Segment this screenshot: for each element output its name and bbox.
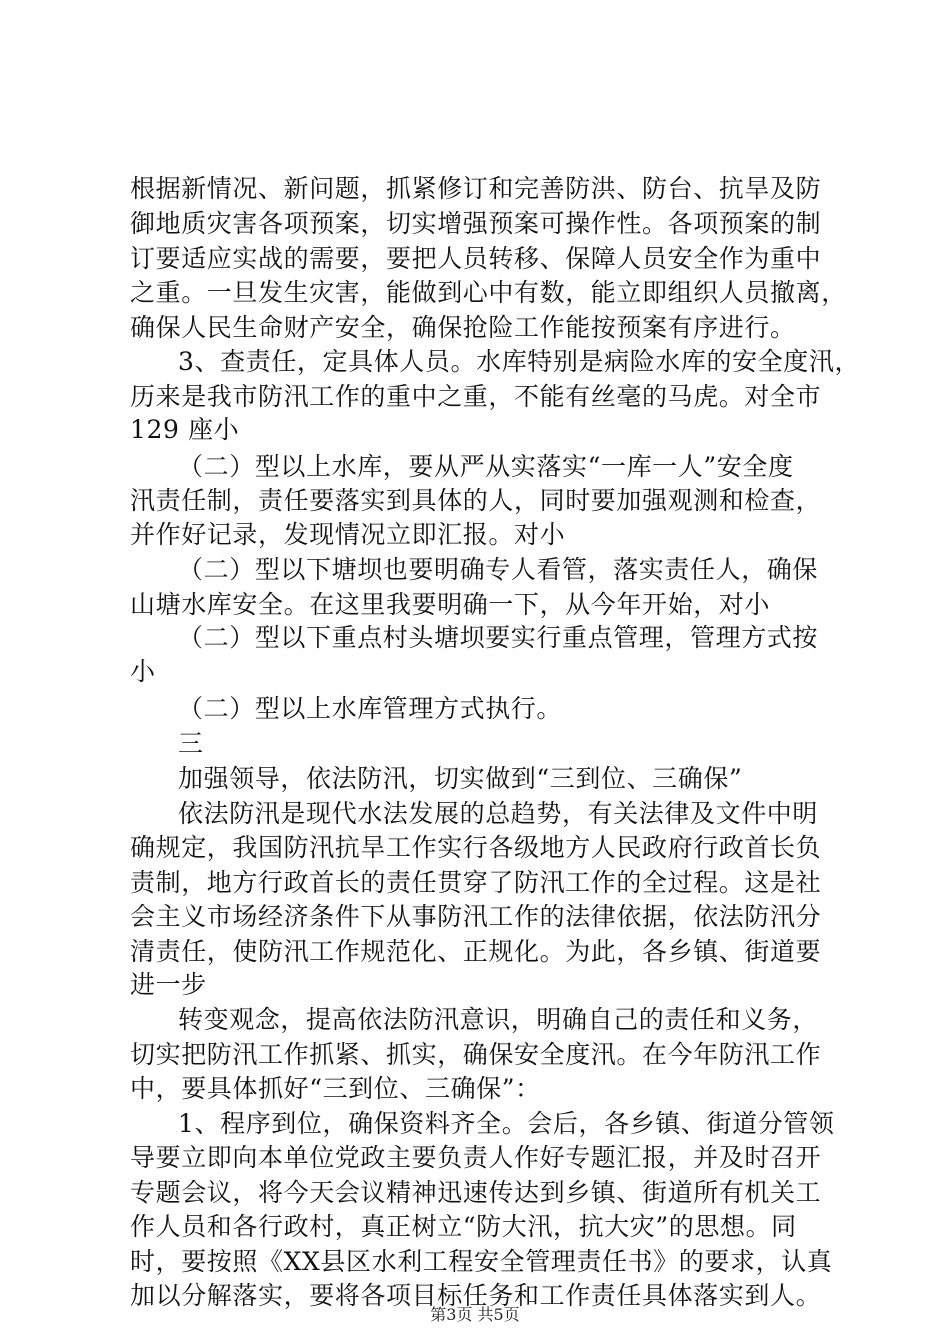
text-line: 确规定，我国防汛抗旱工作实行各级地方人民政府行政首长负 xyxy=(130,833,822,862)
text-line: 时，要按照《XX县区水利工程安全管理责任书》的要求，认真 xyxy=(130,1247,833,1276)
text-line: （二）型以下塘坝也要明确专人看管，落实责任人，确保 xyxy=(178,555,819,584)
text-line: 129 座小 xyxy=(130,415,240,444)
text-line: 并作好记录，发现情况立即汇报。对小 xyxy=(130,520,566,549)
text-line: 之重。一旦发生灾害，能做到心中有数，能立即组织人员撤离， xyxy=(130,278,847,307)
text-line: （二）型以上水库管理方式执行。 xyxy=(178,694,563,723)
text-line: 御地质灾害各项预案，切实增强预案可操作性。各项预案的制 xyxy=(130,209,822,238)
text-line: 山塘水库安全。在这里我要明确一下，从今年开始，对小 xyxy=(130,590,771,619)
text-line: 历来是我市防汛工作的重中之重，不能有丝毫的马虎。对全市 xyxy=(130,382,822,411)
text-line: 导要立即向本单位党政主要负责人作好专题汇报，并及时召开 xyxy=(130,1143,822,1172)
text-line: 加以分解落实，要将各项目标任务和工作责任具体落实到人。 xyxy=(130,1281,822,1310)
text-line: 订要适应实战的需要，要把人员转移、保障人员安全作为重中 xyxy=(130,244,822,273)
section-number: 三 xyxy=(178,729,204,758)
text-line: 汛责任制，责任要落实到具体的人，同时要加强观测和检查， xyxy=(130,486,822,515)
text-line: 依法防汛是现代水法发展的总趋势，有关法律及文件中明 xyxy=(178,799,819,828)
text-line: 进一步 xyxy=(130,970,207,999)
text-line: 清责任，使防汛工作规范化、正规化。为此，各乡镇、街道要 xyxy=(130,937,822,966)
text-line: 专题会议，将今天会议精神迅速传达到乡镇、街道所有机关工 xyxy=(130,1178,822,1207)
section-heading: 加强领导，依法防汛，切实做到“三到位、三确保” xyxy=(178,764,743,793)
text-line: 转变观念，提高依法防汛意识，明确自己的责任和义务， xyxy=(178,1005,819,1034)
text-line: 3、查责任，定具体人员。水库特别是病险水库的安全度汛， xyxy=(178,347,861,376)
text-line: （二）型以下重点村头塘坝要实行重点管理，管理方式按 xyxy=(178,623,819,652)
text-line: （二）型以上水库，要从严从实落实“一库一人”安全度 xyxy=(178,452,794,481)
text-line: 确保人民生命财产安全，确保抢险工作能按预案有序进行。 xyxy=(130,313,796,342)
text-line: 1、程序到位，确保资料齐全。会后，各乡镇、街道分管领 xyxy=(178,1109,835,1138)
text-line: 中，要具体抓好“三到位、三确保”： xyxy=(130,1074,541,1103)
text-line: 根据新情况、新问题，抓紧修订和完善防洪、防台、抗旱及防 xyxy=(130,174,822,203)
text-line: 小 xyxy=(130,657,156,686)
page-footer: 第3页 共5页 xyxy=(430,1305,520,1324)
text-line: 责制，地方行政首长的责任贯穿了防汛工作的全过程。这是社 xyxy=(130,868,822,897)
text-line: 会主义市场经济条件下从事防汛工作的法律依据，依法防汛分 xyxy=(130,902,822,931)
text-line: 作人员和各行政村，真正树立“防大汛，抗大灾”的思想。同 xyxy=(130,1212,797,1241)
text-line: 切实把防汛工作抓紧、抓实，确保安全度汛。在今年防汛工作 xyxy=(130,1040,822,1069)
